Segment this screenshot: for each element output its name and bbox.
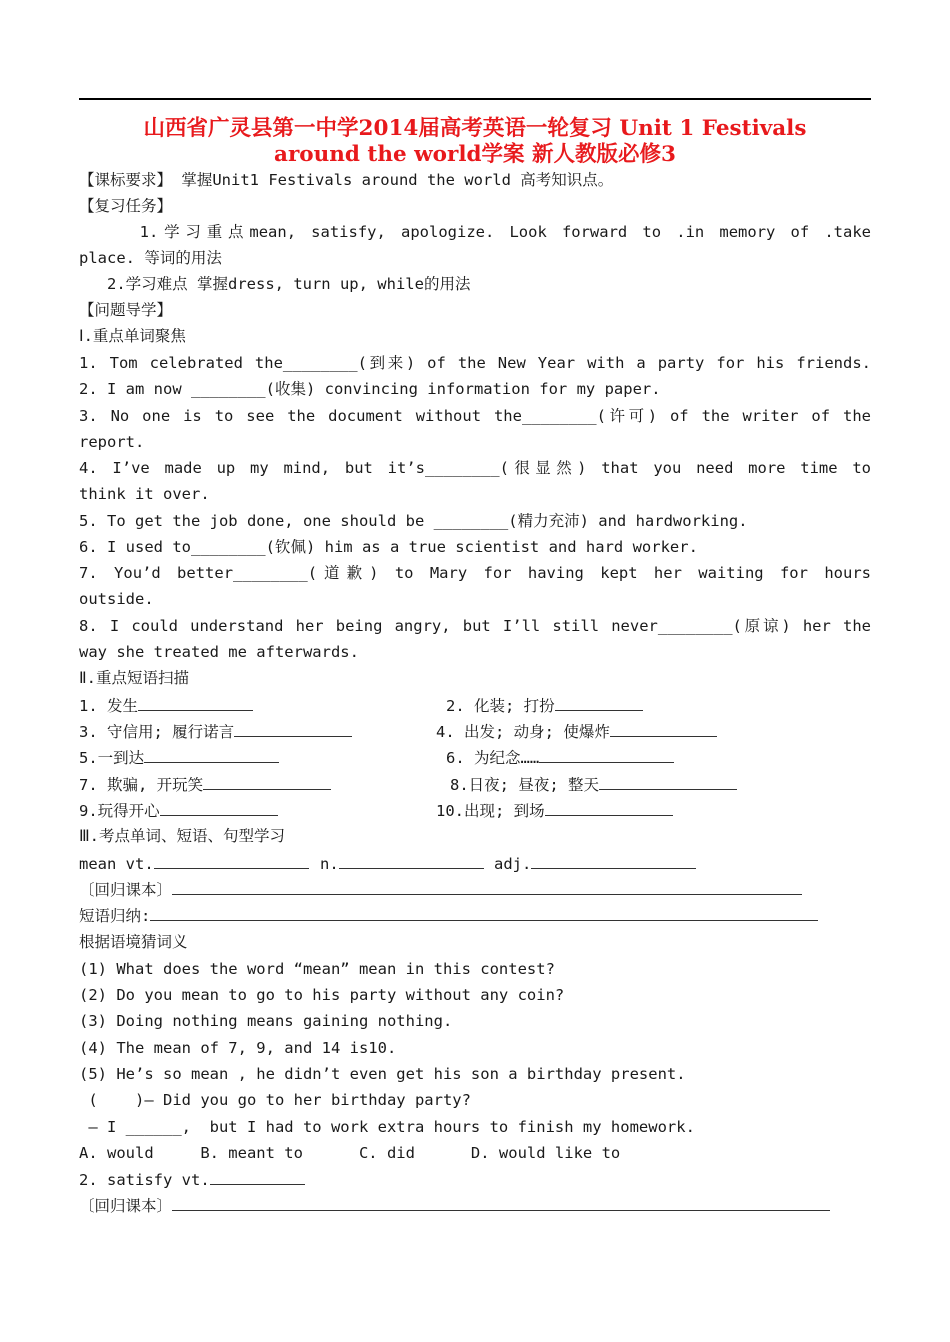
question-8b: way she treated me afterwards. <box>79 643 359 661</box>
question-3b: report. <box>79 433 145 451</box>
task2: 2.学习难点 掌握dress, turn up, while的用法 <box>79 275 471 293</box>
guess-heading: 根据语境猜词义 <box>79 933 188 951</box>
question-2: 2. I am now ________(收集) convincing information for my paper. <box>79 380 661 398</box>
context-1: (1) What does the word “mean” mean in this contest? <box>79 960 555 978</box>
task1-line-a: 1.学习重点mean, satisfy, apologize. Look forward to .in memory of .take <box>79 223 871 241</box>
phrase-summary-line: 短语归纳: <box>79 904 818 927</box>
choice-options: A. would B. meant to C. did D. would like to <box>79 1144 621 1162</box>
phrase-item: 9.玩得开心 <box>79 799 278 822</box>
context-3: (3) Doing nothing means gaining nothing. <box>79 1012 453 1030</box>
section3-heading: Ⅲ.考点单词、短语、句型学习 <box>79 827 286 845</box>
mean-n: n. <box>320 852 484 875</box>
phrase-item: 10.出现; 到场 <box>436 799 673 822</box>
phrase-item: 6. 为纪念…… <box>446 746 674 769</box>
phrase-item: 4. 出发; 动身; 使爆炸 <box>436 720 717 743</box>
phrase-item: 3. 守信用; 履行诺言 <box>79 720 352 743</box>
section2-heading: Ⅱ.重点短语扫描 <box>79 669 189 687</box>
phrase-item: 5.一到达 <box>79 746 279 769</box>
question-1: 1. Tom celebrated the________(到来) of the New Year with a party for his friends. <box>79 354 871 372</box>
context-5: (5) He’s so mean , he didn’t even get his son a birthday present. <box>79 1065 686 1083</box>
guide-heading: 【问题导学】 <box>79 301 173 319</box>
satisfy-line: 2. satisfy vt. <box>79 1168 305 1191</box>
question-5: 5. To get the job done, one should be ________(精力充沛) and hardworking. <box>79 512 748 530</box>
context-4: (4) The mean of 7, 9, and 14 is10. <box>79 1039 397 1057</box>
task1-line-b: place. 等词的用法 <box>79 249 222 267</box>
review-line-1: 〔回归课本〕 <box>79 878 802 901</box>
task-heading: 【复习任务】 <box>79 197 173 215</box>
question-8a: 8. I could understand her being angry, but I’ll still never________(原谅) her the <box>79 617 871 635</box>
phrase-item: 2. 化装; 打扮 <box>446 694 643 717</box>
section1-heading: Ⅰ.重点单词聚焦 <box>79 327 186 345</box>
doc-title-line2: around the world学案 新人教版必修3 <box>274 142 676 167</box>
choice-question-1: ( )— Did you go to her birthday party? <box>79 1091 471 1109</box>
choice-question-2: — I ______, but I had to work extra hours to finish my homework. <box>79 1118 695 1136</box>
requirement: 【课标要求】 掌握Unit1 Festivals around the world 高考知识点。 <box>79 171 614 189</box>
question-3a: 3. No one is to see the document without the________(许可) of the writer of the <box>79 407 871 425</box>
question-6: 6. I used to________(钦佩) him as a true scientist and hard worker. <box>79 538 698 556</box>
question-7a: 7. You’d better________(道歉) to Mary for having kept her waiting for hours <box>79 564 871 582</box>
doc-title-line1: 山西省广灵县第一中学2014届高考英语一轮复习 Unit 1 Festivals <box>143 116 807 141</box>
phrase-item: 7. 欺骗, 开玩笑 <box>79 773 331 796</box>
mean-vt: mean vt. <box>79 852 309 875</box>
phrase-item: 1. 发生 <box>79 694 253 717</box>
mean-adj: adj. <box>494 852 696 875</box>
phrase-item: 8.日夜; 昼夜; 整天 <box>450 773 737 796</box>
context-2: (2) Do you mean to go to his party without any coin? <box>79 986 565 1004</box>
review-line-2: 〔回归课本〕 <box>79 1194 830 1217</box>
question-4b: think it over. <box>79 485 210 503</box>
question-4a: 4. I’ve made up my mind, but it’s________(很显然) that you need more time to <box>79 459 871 477</box>
question-7b: outside. <box>79 590 154 608</box>
top-rule <box>79 98 871 100</box>
